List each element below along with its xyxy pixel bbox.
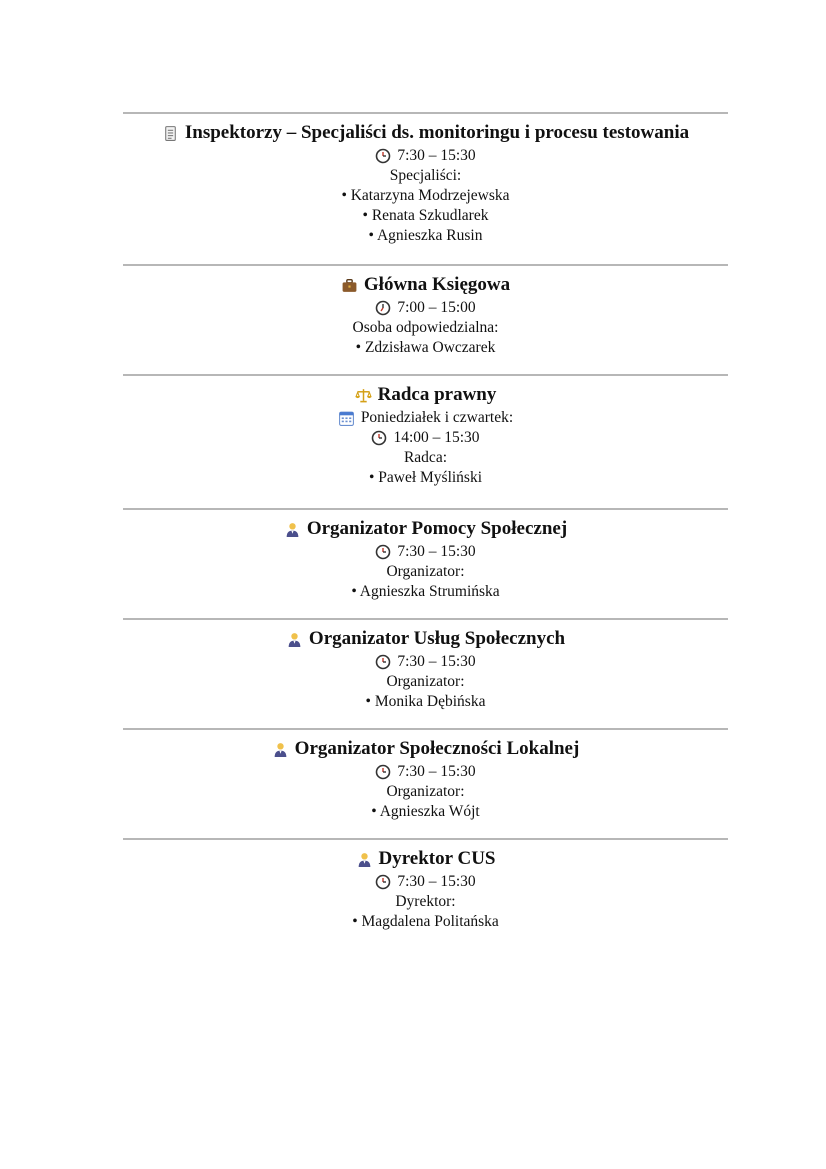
role-label: Specjaliści: bbox=[389, 167, 462, 184]
clock-icon bbox=[371, 430, 387, 446]
section-title bbox=[123, 122, 728, 144]
person-icon bbox=[284, 521, 301, 538]
clock-icon bbox=[375, 300, 391, 316]
briefcase-icon bbox=[341, 277, 358, 294]
section-title-text: Dyrektor CUS bbox=[378, 848, 496, 869]
hours-line bbox=[123, 146, 728, 166]
clock-icon bbox=[375, 148, 391, 164]
hours-line bbox=[123, 428, 728, 448]
clock-icon bbox=[375, 654, 391, 670]
section-title-text: Główna Księgowa bbox=[363, 274, 511, 295]
person-name: • Zdzisława Owczarek bbox=[355, 339, 496, 356]
role-label: Dyrektor: bbox=[395, 893, 456, 910]
section-title-text: Inspektorzy – Specjaliści ds. monitoringu i procesu testowania bbox=[184, 122, 690, 143]
clock-icon bbox=[375, 544, 391, 560]
hours-text: 7:30 – 15:30 bbox=[397, 147, 476, 164]
hours-text: 7:30 – 15:30 bbox=[397, 543, 476, 560]
role-label: Organizator: bbox=[386, 673, 465, 690]
section-title bbox=[123, 384, 728, 406]
section-title bbox=[123, 518, 728, 540]
person-name: • Magdalena Politańska bbox=[352, 913, 499, 930]
hours-text: 7:30 – 15:30 bbox=[397, 763, 476, 780]
section-title-text: Organizator Pomocy Społecznej bbox=[306, 518, 568, 539]
person-icon bbox=[272, 741, 289, 758]
clock-icon bbox=[375, 764, 391, 780]
person-icon bbox=[356, 851, 373, 868]
hours-line bbox=[123, 762, 728, 782]
person-icon bbox=[286, 631, 303, 648]
role-label: Osoba odpowiedzialna: bbox=[352, 319, 499, 336]
calendar-icon bbox=[338, 410, 355, 427]
days-line bbox=[123, 408, 728, 428]
person-name: • Katarzyna Modrzejewska bbox=[341, 187, 510, 204]
person-name: • Monika Dębińska bbox=[365, 693, 486, 710]
days-text: Poniedziałek i czwartek: bbox=[360, 409, 514, 426]
hours-text: 7:00 – 15:00 bbox=[397, 299, 476, 316]
hours-line bbox=[123, 872, 728, 892]
section-dyrektor bbox=[123, 838, 728, 948]
hours-text: 7:30 – 15:30 bbox=[397, 873, 476, 890]
clock-icon bbox=[375, 874, 391, 890]
section-title bbox=[123, 274, 728, 296]
hours-line bbox=[123, 542, 728, 562]
section-inspektorzy bbox=[123, 112, 728, 264]
section-title-text: Radca prawny bbox=[377, 384, 497, 405]
section-title bbox=[123, 738, 728, 760]
section-glowna-ksiegowa bbox=[123, 264, 728, 374]
hours-line bbox=[123, 652, 728, 672]
role-label: Organizator: bbox=[386, 783, 465, 800]
person-name: • Renata Szkudlarek bbox=[362, 207, 489, 224]
section-radca-prawny bbox=[123, 374, 728, 508]
scales-icon bbox=[355, 387, 372, 404]
hours-text: 14:00 – 15:30 bbox=[393, 429, 480, 446]
hours-text: 7:30 – 15:30 bbox=[397, 653, 476, 670]
hours-line bbox=[123, 298, 728, 318]
role-label: Radca: bbox=[403, 449, 448, 466]
person-name: • Agnieszka Rusin bbox=[368, 227, 483, 244]
person-name: • Agnieszka Strumińska bbox=[351, 583, 500, 600]
section-organizator-pomocy bbox=[123, 508, 728, 618]
section-organizator-spolecznosci bbox=[123, 728, 728, 838]
section-organizator-uslug bbox=[123, 618, 728, 728]
section-title bbox=[123, 848, 728, 870]
office-hours-list bbox=[123, 112, 728, 948]
role-label: Organizator: bbox=[386, 563, 465, 580]
person-name: • Paweł Myśliński bbox=[368, 469, 483, 486]
section-title bbox=[123, 628, 728, 650]
document-icon bbox=[162, 125, 179, 142]
section-title-text: Organizator Społeczności Lokalnej bbox=[294, 738, 580, 759]
person-name: • Agnieszka Wójt bbox=[371, 803, 480, 820]
section-title-text: Organizator Usług Społecznych bbox=[308, 628, 566, 649]
